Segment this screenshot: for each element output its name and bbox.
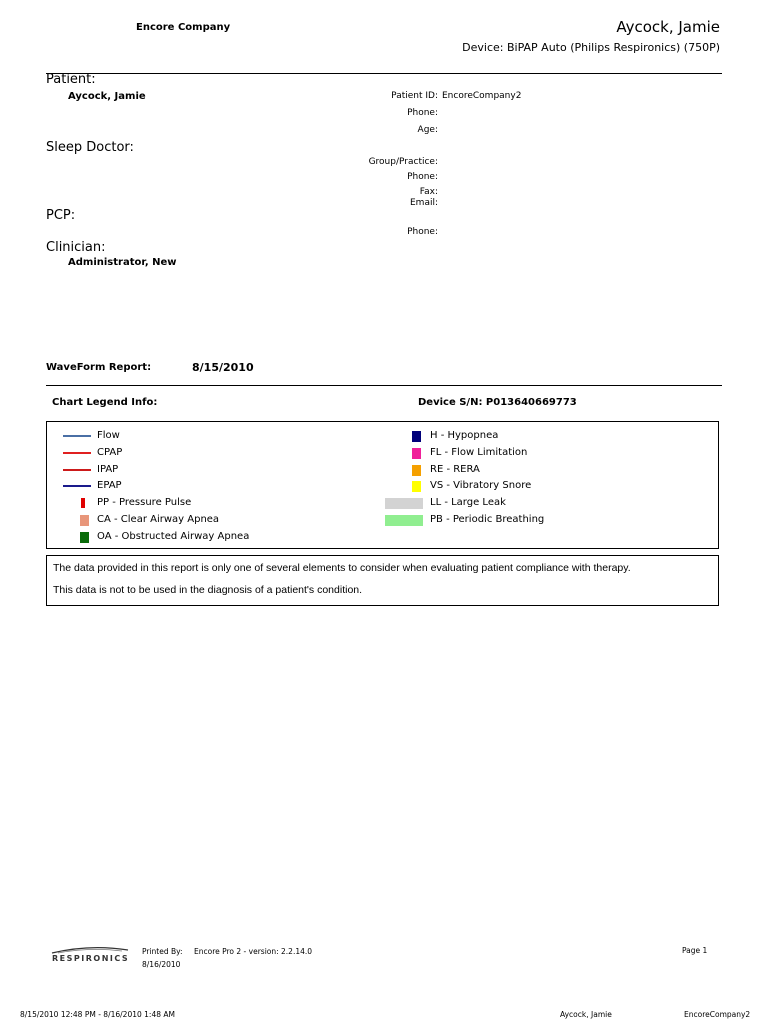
patient-id-value: EncoreCompany2 [442,91,522,101]
legend-swatch-left-4 [81,498,85,508]
doctor-phone-label: Phone: [407,172,438,182]
legend-swatch-left-2 [63,469,91,471]
logo-swoosh-icon [50,944,130,954]
legend-swatch-right-5 [385,515,423,526]
legend-swatch-left-3 [63,485,91,487]
patient-age-label: Age: [417,125,438,135]
legend-label-left-0: Flow [97,430,120,441]
header-divider [46,73,722,74]
disclaimer-line-2: This data is not to be used in the diagnosis of a patient's condition. [53,584,363,596]
legend-swatch-left-5 [80,515,89,526]
disclaimer-line-1: The data provided in this report is only one of several elements to consider when evaluating patient compliance with therapy. [53,562,631,574]
footer-patient-name: Aycock, Jamie [560,1010,612,1019]
legend-title: Chart Legend Info: [52,397,158,408]
legend-swatch-left-0 [63,435,91,437]
logo-text: RESPIRONICS [52,954,130,963]
footer-company-id: EncoreCompany2 [684,1010,751,1019]
software-version: Encore Pro 2 - version: 2.2.14.0 [194,947,313,956]
legend-swatch-right-1 [412,448,421,459]
header-patient-name: Aycock, Jamie [616,18,720,36]
legend-label-left-5: CA - Clear Airway Apnea [97,514,220,525]
legend-swatch-left-6 [80,532,89,543]
sleep-doctor-section-title: Sleep Doctor: [46,140,134,155]
pcp-section-title: PCP: [46,208,76,223]
chart-legend-box [46,421,719,549]
legend-label-left-6: OA - Obstructed Airway Apnea [97,530,250,542]
legend-label-right-2: RE - RERA [430,463,480,475]
legend-swatch-right-4 [385,498,423,509]
legend-label-left-1: CPAP [97,446,123,458]
respironics-logo [50,944,130,966]
patient-name: Aycock, Jamie [68,91,146,102]
pcp-phone-label: Phone: [407,227,438,237]
clinician-name: Administrator, New [68,257,177,268]
page-number: Page 1 [682,946,708,955]
doctor-email-label: Email: [409,198,438,208]
company-name: Encore Company [136,22,231,33]
legend-label-left-3: EPAP [97,480,122,492]
legend-swatch-left-1 [63,452,91,454]
patient-phone-label: Phone: [407,108,438,118]
legend-label-right-5: PB - Periodic Breathing [430,514,545,525]
report-title: WaveForm Report: [46,362,152,373]
legend-label-right-4: LL - Large Leak [430,497,506,509]
legend-label-right-1: FL - Flow Limitation [430,446,528,458]
legend-swatch-right-2 [412,465,421,476]
doctor-fax-label: Fax: [419,187,438,197]
clinician-section-title: Clinician: [46,240,106,255]
printed-by-label: Printed By: [142,947,183,956]
disclaimer-box [46,555,719,606]
patient-section-title: Patient: [46,72,96,87]
printed-date: 8/16/2010 [142,960,181,969]
device-serial-number: Device S/N: P013640669773 [418,397,577,408]
legend-swatch-right-0 [412,431,421,442]
legend-label-left-4: PP - Pressure Pulse [97,497,192,509]
patient-id-label: Patient ID: [391,91,438,101]
legend-label-right-3: VS - Vibratory Snore [430,480,532,492]
legend-label-left-2: IPAP [97,463,119,475]
legend-label-right-0: H - Hypopnea [430,430,499,441]
group-practice-label: Group/Practice: [368,157,438,167]
footer-date-range: 8/15/2010 12:48 PM - 8/16/2010 1:48 AM [20,1010,175,1019]
report-date: 8/15/2010 [192,361,254,374]
device-info: Device: BiPAP Auto (Philips Respironics) (750P) [462,41,720,54]
report-divider [46,385,722,386]
legend-swatch-right-3 [412,481,421,492]
